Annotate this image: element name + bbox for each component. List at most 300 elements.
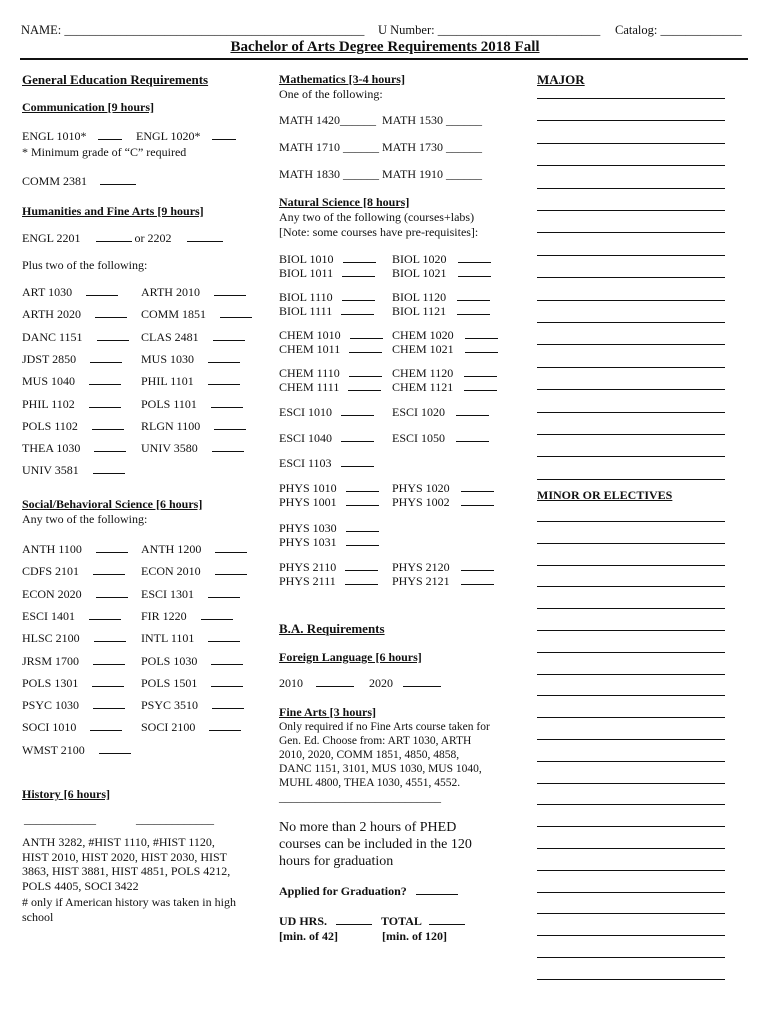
fl-2020-row[interactable] bbox=[369, 676, 441, 691]
sci-6-0-0-label: ESCI 1103 bbox=[279, 456, 332, 470]
sci-7-0-1-row[interactable] bbox=[279, 495, 379, 510]
hum-left-2-label: DANC 1151 bbox=[22, 329, 83, 344]
soc-right-1-row[interactable] bbox=[141, 564, 247, 579]
hum-left-4-label: MUS 1040 bbox=[22, 374, 76, 389]
sci-5-0-0-row[interactable] bbox=[279, 431, 374, 446]
sci-3-0-0-label: CHEM 1110 bbox=[279, 366, 340, 380]
minor-line-20[interactable] bbox=[537, 957, 725, 958]
soc-left-2-row[interactable] bbox=[22, 587, 128, 602]
sci-2-0-0-row[interactable] bbox=[279, 328, 383, 343]
history-blank-2[interactable]: _____________ bbox=[136, 812, 214, 826]
math-one-of: One of the following: bbox=[279, 87, 383, 101]
sci-3-1-0-row[interactable] bbox=[392, 366, 497, 381]
hum-left-0-row[interactable] bbox=[22, 285, 118, 300]
applied-graduation-row[interactable] bbox=[279, 884, 458, 899]
sci-0-1-1-label: BIOL 1021 bbox=[392, 266, 447, 280]
major-line-14[interactable] bbox=[537, 412, 725, 413]
hum-right-3-blank[interactable] bbox=[208, 352, 240, 363]
minor-line-17[interactable] bbox=[537, 892, 725, 893]
sci-0-1-0-blank[interactable] bbox=[458, 252, 491, 263]
minor-line-4[interactable] bbox=[537, 608, 725, 609]
engl1010-blank[interactable] bbox=[98, 129, 122, 140]
soc-right-2-blank[interactable] bbox=[208, 587, 240, 598]
hum-right-7-label: UNIV 3580 bbox=[141, 441, 198, 456]
hum-right-0-label: ARTH 2010 bbox=[141, 285, 200, 299]
minor-line-11[interactable] bbox=[537, 761, 725, 762]
sci-1-1-1-label: BIOL 1121 bbox=[392, 304, 447, 318]
engl1010-row[interactable] bbox=[22, 129, 122, 144]
sci-1-0-1-blank[interactable] bbox=[341, 304, 374, 315]
fl-2010-blank[interactable] bbox=[316, 676, 354, 687]
major-line-4[interactable] bbox=[537, 188, 725, 189]
major-line-2[interactable] bbox=[537, 143, 725, 144]
engl1020-label: ENGL 1020* bbox=[136, 129, 201, 143]
major-line-8[interactable] bbox=[537, 277, 725, 278]
hum-left-1-row[interactable] bbox=[22, 307, 127, 322]
hum-left-6-blank[interactable] bbox=[92, 419, 124, 430]
math-right-1[interactable]: MATH 1730 ______ bbox=[382, 140, 483, 154]
math-right-0[interactable]: MATH 1530 ______ bbox=[382, 113, 483, 127]
hum-left-3-row[interactable] bbox=[22, 352, 122, 367]
hum-right-6-label: RLGN 1100 bbox=[141, 418, 201, 433]
sci-0-0-0-label: BIOL 1010 bbox=[279, 252, 334, 266]
sci-7-0-1-label: PHYS 1001 bbox=[279, 495, 337, 509]
hum-left-4-blank[interactable] bbox=[89, 374, 121, 385]
sci-1-1-0-label: BIOL 1120 bbox=[392, 290, 447, 304]
soc-left-6-blank[interactable] bbox=[92, 676, 124, 687]
hum-left-7-label: THEA 1030 bbox=[22, 441, 81, 456]
sci-8-0-0-row[interactable] bbox=[279, 521, 379, 536]
sci-1-1-0-row[interactable] bbox=[392, 290, 490, 305]
hum-right-0-row[interactable] bbox=[141, 285, 246, 300]
soc-left-9-label: WMST 2100 bbox=[22, 742, 85, 757]
hum-right-3-row[interactable] bbox=[141, 352, 240, 367]
hum-left-2-blank[interactable] bbox=[97, 330, 129, 341]
sci-4-0-0-row[interactable] bbox=[279, 405, 374, 420]
hum-left-0-label: ART 1030 bbox=[22, 285, 73, 299]
soc-left-0-row[interactable] bbox=[22, 542, 128, 557]
soc-right-6-row[interactable] bbox=[141, 676, 243, 691]
sci-9-0-0-blank[interactable] bbox=[345, 560, 378, 571]
sci-1-0-1-row[interactable] bbox=[279, 304, 374, 319]
soc-right-5-blank[interactable] bbox=[211, 654, 243, 665]
sci-3-0-0-row[interactable] bbox=[279, 366, 382, 381]
sci-1-0-0-blank[interactable] bbox=[342, 290, 375, 301]
soc-left-9-row[interactable] bbox=[22, 743, 131, 758]
hum-left-0-blank[interactable] bbox=[86, 285, 118, 296]
sci-4-1-0-blank[interactable] bbox=[456, 405, 489, 416]
soc-right-0-label: ANTH 1200 bbox=[141, 542, 202, 556]
soc-right-3-blank[interactable] bbox=[201, 609, 233, 620]
hum-left-6-row[interactable] bbox=[22, 419, 124, 434]
history-note: # only if American history was taken in high school bbox=[22, 895, 236, 924]
soc-left-2-blank[interactable] bbox=[96, 587, 128, 598]
soc-right-1-blank[interactable] bbox=[215, 564, 247, 575]
soc-left-8-blank[interactable] bbox=[90, 720, 122, 731]
soc-left-4-blank[interactable] bbox=[94, 631, 126, 642]
sci-0-0-0-blank[interactable] bbox=[343, 252, 376, 263]
min-42-label: [min. of 42] bbox=[279, 929, 338, 943]
sci-2-1-0-blank[interactable] bbox=[465, 328, 498, 339]
sci-8-0-0-blank[interactable] bbox=[346, 521, 379, 532]
plus-two-text: Plus two of the following: bbox=[22, 258, 148, 272]
sci-4-0-0-blank[interactable] bbox=[341, 405, 374, 416]
sci-2-0-0-blank[interactable] bbox=[350, 328, 383, 339]
math-title: Mathematics [3-4 hours] bbox=[279, 72, 405, 86]
science-desc-2: [Note: some courses have pre-requisites]: bbox=[279, 225, 479, 239]
sci-7-0-0-label: PHYS 1010 bbox=[279, 481, 337, 495]
sci-0-0-1-row[interactable] bbox=[279, 266, 375, 281]
minor-line-21[interactable] bbox=[537, 979, 725, 980]
sci-7-0-0-blank[interactable] bbox=[346, 481, 379, 492]
minor-line-2[interactable] bbox=[537, 565, 725, 566]
comm2381-blank[interactable] bbox=[100, 174, 136, 185]
sci-2-1-1-label: CHEM 1021 bbox=[392, 342, 454, 356]
hum-right-4-blank[interactable] bbox=[208, 374, 240, 385]
hum-left-7-blank[interactable] bbox=[94, 441, 126, 452]
hum-left-1-blank[interactable] bbox=[95, 307, 127, 318]
sci-9-1-1-blank[interactable] bbox=[461, 574, 494, 585]
sci-3-0-1-blank[interactable] bbox=[348, 380, 381, 391]
sci-3-1-1-row[interactable] bbox=[392, 380, 497, 395]
major-line-16[interactable] bbox=[537, 456, 725, 457]
major-line-7[interactable] bbox=[537, 255, 725, 256]
sci-0-1-1-row[interactable] bbox=[392, 266, 491, 281]
soc-right-7-row[interactable] bbox=[141, 698, 244, 713]
sci-0-0-0-row[interactable] bbox=[279, 252, 376, 267]
soc-left-5-label: JRSM 1700 bbox=[22, 653, 80, 668]
hum-left-8-blank[interactable] bbox=[93, 463, 125, 474]
hum-left-7-row[interactable] bbox=[22, 441, 126, 456]
major-line-0[interactable] bbox=[537, 98, 725, 99]
sci-2-1-1-blank[interactable] bbox=[465, 342, 498, 353]
major-line-10[interactable] bbox=[537, 322, 725, 323]
name-field[interactable]: NAME: ________________________________________________ bbox=[21, 23, 365, 37]
sci-1-1-1-blank[interactable] bbox=[457, 304, 490, 315]
sci-4-1-0-label: ESCI 1020 bbox=[392, 405, 446, 419]
sci-5-1-0-blank[interactable] bbox=[456, 431, 489, 442]
sci-7-1-1-label: PHYS 1002 bbox=[392, 495, 450, 509]
soc-left-5-row[interactable] bbox=[22, 654, 125, 669]
major-line-3[interactable] bbox=[537, 165, 725, 166]
major-title: MAJOR bbox=[537, 72, 585, 87]
sci-1-1-0-blank[interactable] bbox=[457, 290, 490, 301]
fl-2020-blank[interactable] bbox=[403, 676, 441, 687]
humanities-title: Humanities and Fine Arts [9 hours] bbox=[22, 204, 204, 218]
minor-line-7[interactable] bbox=[537, 674, 725, 675]
engl2201-label: ENGL 2201 bbox=[22, 231, 81, 245]
hum-right-6-row[interactable] bbox=[141, 419, 246, 434]
major-line-5[interactable] bbox=[537, 210, 725, 211]
minor-title: MINOR OR ELECTIVES bbox=[537, 488, 673, 502]
major-line-1[interactable] bbox=[537, 120, 725, 121]
applied-graduation-label: Applied for Graduation? bbox=[279, 884, 407, 898]
phed-note: No more than 2 hours of PHED courses can be included in the 120 hours for graduation bbox=[279, 820, 472, 869]
hum-right-2-label: CLAS 2481 bbox=[141, 329, 199, 344]
header-divider bbox=[20, 58, 748, 60]
fine-arts-text: Only required if no Fine Arts course taken for Gen. Ed. Choose from: ART 1030, ARTH 2010, 2020, COMM 1851, 4850, 4858, DANC 1151, 3101, MUS 1030, MUS 1040, MUHL 4800, THEA 1030, 4551, 4552. bbox=[279, 721, 490, 789]
sci-2-0-1-label: CHEM 1011 bbox=[279, 342, 341, 356]
major-line-11[interactable] bbox=[537, 344, 725, 345]
sci-5-1-0-row[interactable] bbox=[392, 431, 489, 446]
ud-hours-label: UD HRS. bbox=[279, 914, 328, 928]
sci-3-1-1-label: CHEM 1121 bbox=[392, 380, 454, 394]
soc-left-3-label: ESCI 1401 bbox=[22, 608, 76, 623]
gen-ed-title: General Education Requirements bbox=[22, 72, 209, 87]
hum-left-1-label: ARTH 2020 bbox=[22, 307, 81, 322]
sci-9-1-0-blank[interactable] bbox=[461, 560, 494, 571]
ud-hours-row[interactable] bbox=[279, 914, 372, 929]
hum-left-5-row[interactable] bbox=[22, 397, 121, 412]
min-120-label: [min. of 120] bbox=[382, 929, 447, 943]
engl1020-blank[interactable] bbox=[212, 129, 236, 140]
hum-right-7-row[interactable] bbox=[141, 441, 244, 456]
sci-3-0-1-row[interactable] bbox=[279, 380, 381, 395]
sci-9-1-1-row[interactable] bbox=[392, 574, 494, 589]
fl-2010-row[interactable] bbox=[279, 676, 354, 691]
soc-left-1-label: CDFS 2101 bbox=[22, 564, 80, 579]
sci-8-0-1-label: PHYS 1031 bbox=[279, 535, 337, 549]
sci-7-0-1-blank[interactable] bbox=[346, 495, 379, 506]
sci-2-1-0-row[interactable] bbox=[392, 328, 498, 343]
major-line-9[interactable] bbox=[537, 300, 725, 301]
sci-5-0-0-blank[interactable] bbox=[341, 431, 374, 442]
soc-right-8-blank[interactable] bbox=[209, 720, 241, 731]
hum-right-5-blank[interactable] bbox=[211, 397, 243, 408]
soc-right-8-row[interactable] bbox=[141, 720, 241, 735]
fine-arts-title: Fine Arts [3 hours] bbox=[279, 705, 376, 719]
sci-0-1-1-blank[interactable] bbox=[458, 266, 491, 277]
sci-9-1-0-label: PHYS 2120 bbox=[392, 560, 450, 574]
sci-1-0-0-label: BIOL 1110 bbox=[279, 290, 333, 304]
hum-left-2-row[interactable] bbox=[22, 330, 129, 345]
soc-left-7-label: PSYC 1030 bbox=[22, 698, 80, 713]
sci-3-0-1-label: CHEM 1111 bbox=[279, 380, 340, 394]
science-title: Natural Science [8 hours] bbox=[279, 195, 410, 209]
soc-right-4-label: INTL 1101 bbox=[141, 631, 195, 646]
total-label: TOTAL bbox=[381, 914, 422, 928]
minor-line-5[interactable] bbox=[537, 630, 725, 631]
major-line-13[interactable] bbox=[537, 389, 725, 390]
major-line-12[interactable] bbox=[537, 367, 725, 368]
engl1010-label: ENGL 1010* bbox=[22, 129, 87, 143]
major-line-15[interactable] bbox=[537, 434, 725, 435]
hum-left-4-row[interactable] bbox=[22, 374, 121, 389]
minor-line-0[interactable] bbox=[537, 521, 725, 522]
soc-left-3-row[interactable] bbox=[22, 609, 121, 624]
ud-hours-blank[interactable] bbox=[336, 914, 372, 925]
total-row[interactable] bbox=[381, 914, 465, 929]
sci-8-0-1-row[interactable] bbox=[279, 535, 379, 550]
applied-graduation-blank[interactable] bbox=[416, 884, 458, 895]
sci-8-0-0-label: PHYS 1030 bbox=[279, 521, 337, 535]
sci-1-0-0-row[interactable] bbox=[279, 290, 375, 305]
sci-7-0-0-row[interactable] bbox=[279, 481, 379, 496]
minor-line-19[interactable] bbox=[537, 935, 725, 936]
sci-2-1-1-row[interactable] bbox=[392, 342, 498, 357]
engl2201-row[interactable] bbox=[22, 231, 223, 246]
soc-right-0-row[interactable] bbox=[141, 542, 247, 557]
sci-2-1-0-label: CHEM 1020 bbox=[392, 328, 454, 342]
sci-9-0-0-row[interactable] bbox=[279, 560, 378, 575]
hum-left-5-blank[interactable] bbox=[89, 397, 121, 408]
hum-right-1-blank[interactable] bbox=[220, 307, 252, 318]
hum-right-3-label: MUS 1030 bbox=[141, 351, 195, 366]
soc-left-9-blank[interactable] bbox=[99, 743, 131, 754]
sci-0-0-1-blank[interactable] bbox=[342, 266, 375, 277]
hum-right-2-blank[interactable] bbox=[213, 330, 245, 341]
soc-right-2-row[interactable] bbox=[141, 587, 240, 602]
soc-left-7-blank[interactable] bbox=[93, 698, 125, 709]
minor-line-18[interactable] bbox=[537, 913, 725, 914]
sci-9-1-1-label: PHYS 2121 bbox=[392, 574, 450, 588]
fl-2020-label: 2020 bbox=[369, 676, 393, 690]
sci-0-1-0-row[interactable] bbox=[392, 252, 491, 267]
comm2381-row[interactable] bbox=[22, 174, 136, 189]
total-blank[interactable] bbox=[429, 914, 465, 925]
soc-right-4-row[interactable] bbox=[141, 631, 240, 646]
minor-line-3[interactable] bbox=[537, 586, 725, 587]
minor-line-6[interactable] bbox=[537, 652, 725, 653]
ba-title: B.A. Requirements bbox=[279, 621, 385, 636]
hum-right-1-row[interactable] bbox=[141, 307, 252, 322]
hum-right-5-row[interactable] bbox=[141, 397, 243, 412]
social-any-two: Any two of the following: bbox=[22, 512, 148, 526]
soc-left-7-row[interactable] bbox=[22, 698, 125, 713]
sci-3-1-1-blank[interactable] bbox=[464, 380, 497, 391]
hum-left-8-row[interactable] bbox=[22, 463, 125, 478]
foreign-language-title: Foreign Language [6 hours] bbox=[279, 650, 422, 664]
fine-arts-blank[interactable]: ___________________________ bbox=[279, 790, 441, 804]
hum-right-4-row[interactable] bbox=[141, 374, 240, 389]
sci-4-1-0-row[interactable] bbox=[392, 405, 489, 420]
u-number-field[interactable]: U Number: __________________________ bbox=[378, 23, 601, 37]
sci-5-0-0-label: ESCI 1040 bbox=[279, 431, 333, 445]
soc-left-1-blank[interactable] bbox=[93, 564, 125, 575]
minor-line-1[interactable] bbox=[537, 543, 725, 544]
soc-left-0-blank[interactable] bbox=[96, 542, 128, 553]
sci-2-0-0-label: CHEM 1010 bbox=[279, 328, 341, 342]
or-2202-label: or 2202 bbox=[134, 231, 172, 245]
sci-1-0-1-label: BIOL 1111 bbox=[279, 304, 333, 318]
sci-3-1-0-blank[interactable] bbox=[464, 366, 497, 377]
math-right-2[interactable]: MATH 1910 ______ bbox=[382, 167, 483, 181]
sci-0-0-1-label: BIOL 1011 bbox=[279, 266, 334, 280]
soc-right-7-blank[interactable] bbox=[212, 698, 244, 709]
sci-6-0-0-blank[interactable] bbox=[341, 456, 374, 467]
sci-9-1-0-row[interactable] bbox=[392, 560, 494, 575]
soc-left-6-row[interactable] bbox=[22, 676, 124, 691]
sci-7-1-0-label: PHYS 1020 bbox=[392, 481, 450, 495]
fl-2010-label: 2010 bbox=[279, 676, 303, 690]
hum-right-0-blank[interactable] bbox=[214, 285, 246, 296]
hum-left-3-blank[interactable] bbox=[90, 352, 122, 363]
soc-left-4-row[interactable] bbox=[22, 631, 126, 646]
sci-8-0-1-blank[interactable] bbox=[346, 535, 379, 546]
minor-line-9[interactable] bbox=[537, 717, 725, 718]
hum-right-6-blank[interactable] bbox=[214, 419, 246, 430]
minor-line-14[interactable] bbox=[537, 826, 725, 827]
soc-left-3-blank[interactable] bbox=[89, 609, 121, 620]
sci-5-1-0-label: ESCI 1050 bbox=[392, 431, 446, 445]
sci-2-0-1-row[interactable] bbox=[279, 342, 382, 357]
minor-line-16[interactable] bbox=[537, 870, 725, 871]
hum-left-3-label: JDST 2850 bbox=[22, 351, 77, 366]
soc-left-6-label: POLS 1301 bbox=[22, 675, 79, 690]
sci-9-0-1-blank[interactable] bbox=[345, 574, 378, 585]
math-left-1[interactable]: MATH 1710 ______ bbox=[279, 140, 380, 154]
comm2381-label: COMM 2381 bbox=[22, 174, 88, 188]
soc-left-8-label: SOCI 1010 bbox=[22, 720, 77, 735]
hum-left-5-label: PHIL 1102 bbox=[22, 396, 75, 411]
math-left-0[interactable]: MATH 1420______ bbox=[279, 113, 377, 127]
minor-line-8[interactable] bbox=[537, 695, 725, 696]
minor-line-12[interactable] bbox=[537, 783, 725, 784]
minor-line-15[interactable] bbox=[537, 848, 725, 849]
engl1020-row[interactable] bbox=[136, 129, 236, 144]
soc-right-2-label: ESCI 1301 bbox=[141, 586, 195, 601]
major-line-17[interactable] bbox=[537, 479, 725, 480]
hum-right-2-row[interactable] bbox=[141, 330, 245, 345]
soc-right-3-row[interactable] bbox=[141, 609, 233, 624]
soc-left-5-blank[interactable] bbox=[93, 654, 125, 665]
soc-right-6-blank[interactable] bbox=[211, 676, 243, 687]
sci-7-1-0-row[interactable] bbox=[392, 481, 494, 496]
grade-note: * Minimum grade of “C” required bbox=[22, 145, 187, 159]
history-title: History [6 hours] bbox=[22, 787, 110, 801]
sci-2-0-1-blank[interactable] bbox=[349, 342, 382, 353]
sci-9-0-1-label: PHYS 2111 bbox=[279, 574, 336, 588]
soc-right-3-label: FIR 1220 bbox=[141, 608, 187, 623]
soc-right-5-row[interactable] bbox=[141, 654, 243, 669]
engl2201-blank[interactable] bbox=[96, 231, 132, 242]
soc-left-0-label: ANTH 1100 bbox=[22, 542, 82, 556]
sci-3-0-0-blank[interactable] bbox=[349, 366, 382, 377]
soc-right-8-label: SOCI 2100 bbox=[141, 720, 196, 735]
soc-left-8-row[interactable] bbox=[22, 720, 122, 735]
catalog-field[interactable]: Catalog: _____________ bbox=[615, 23, 742, 37]
sci-1-1-1-row[interactable] bbox=[392, 304, 490, 319]
history-blank-1[interactable]: ____________ bbox=[24, 812, 96, 826]
sci-7-1-1-blank[interactable] bbox=[461, 495, 494, 506]
soc-right-0-blank[interactable] bbox=[215, 542, 247, 553]
hum-right-7-blank[interactable] bbox=[212, 441, 244, 452]
sci-0-1-0-label: BIOL 1020 bbox=[392, 252, 447, 266]
major-line-6[interactable] bbox=[537, 232, 725, 233]
soc-right-4-blank[interactable] bbox=[208, 631, 240, 642]
soc-right-6-label: POLS 1501 bbox=[141, 675, 198, 690]
sci-7-1-0-blank[interactable] bbox=[461, 481, 494, 492]
math-left-2[interactable]: MATH 1830 ______ bbox=[279, 167, 380, 181]
hum-left-6-label: POLS 1102 bbox=[22, 418, 78, 433]
minor-line-13[interactable] bbox=[537, 804, 725, 805]
sci-9-0-1-row[interactable] bbox=[279, 574, 378, 589]
engl2202-blank[interactable] bbox=[187, 231, 223, 242]
hum-right-4-label: PHIL 1101 bbox=[141, 374, 194, 389]
soc-left-2-label: ECON 2020 bbox=[22, 586, 82, 601]
soc-right-7-label: PSYC 3510 bbox=[141, 698, 199, 713]
history-courses: ANTH 3282, #HIST 1110, #HIST 1120, HIST 2010, HIST 2020, HIST 2030, HIST 3863, HIST 3881, HIST 4851, POLS 4212, POLS 4405, SOCI 3422 bbox=[22, 835, 231, 893]
communication-title: Communication [9 hours] bbox=[22, 100, 155, 114]
soc-left-1-row[interactable] bbox=[22, 564, 125, 579]
sci-9-0-0-label: PHYS 2110 bbox=[279, 560, 337, 574]
sci-7-1-1-row[interactable] bbox=[392, 495, 494, 510]
minor-line-10[interactable] bbox=[537, 739, 725, 740]
page-title: Bachelor of Arts Degree Requirements 2018 Fall bbox=[230, 39, 540, 55]
hum-right-1-label: COMM 1851 bbox=[141, 307, 207, 322]
science-desc-1: Any two of the following (courses+labs) bbox=[279, 210, 475, 224]
sci-6-0-0-row[interactable] bbox=[279, 456, 374, 471]
